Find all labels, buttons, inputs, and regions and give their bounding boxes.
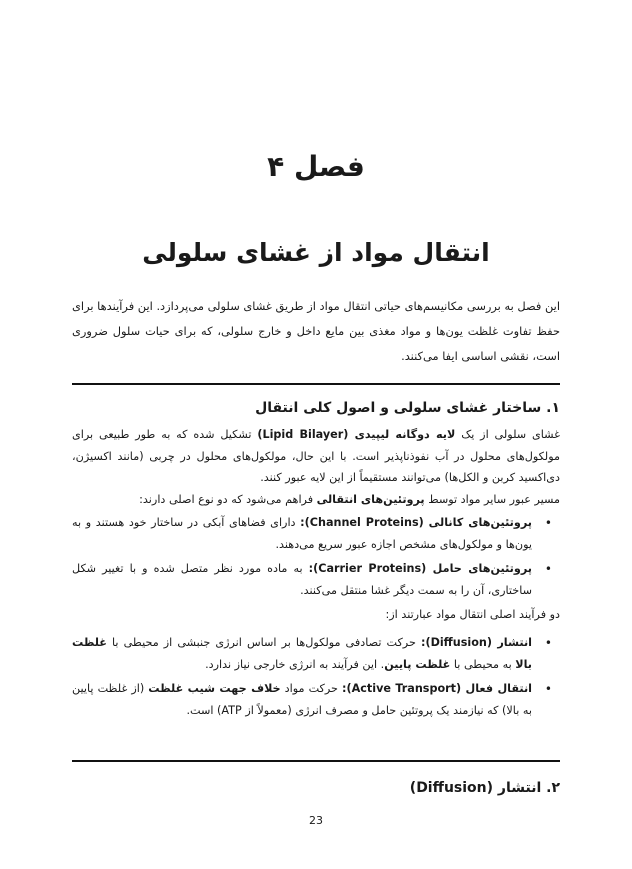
bold-term: پروتئین‌های انتقالی [316,492,425,506]
transport-types-list [72,632,560,722]
bold-term: غلظت بالا [72,635,532,671]
bullet-icon: • [544,681,552,696]
protein-types-list [72,512,560,602]
text-run: مسیر عبور سایر مواد توسط [424,492,560,506]
bullet-icon: • [544,562,552,576]
bold-term: لایه دوگانه لیپیدی (Lipid Bilayer) [257,428,456,441]
text-run: به ماده مورد نظر متصل شده و با تغییر شکل ساختاری، آن را به سمت دیگر غشا منتقل می‌کنند. [72,562,532,597]
text-run: حرکت مواد [280,681,343,695]
bullet-icon: • [544,516,552,530]
bold-term: انتقال فعال (Active Transport): [342,681,533,695]
section-1-paragraph-3: دو فرآیند اصلی انتقال مواد عبارتند از: [385,608,560,621]
section-1 [72,396,560,724]
bold-term: انتشار (Diffusion): [420,635,532,649]
list-item [72,678,552,722]
text-run: تشکیل شده که به طور طبیعی برای مولکول‌های محلول در آب نفوذناپذیر است. با این حال، مولکول‌های محلول در چربی (مانند اکسیژن، دی‌اکسید کربن و الکل‌ها) می‌توانند مستقیماً از این لایه عبور کنند. [72,428,560,484]
section-1-paragraph-2 [72,489,560,511]
section-divider [72,383,560,385]
bold-term: پروتئین‌های کانالی (Channel Proteins): [300,516,532,529]
section-2-heading: ۲. انتشار (Diffusion) [409,780,560,796]
text-run: به محیطی با [450,657,516,671]
chapter-title: انتقال مواد از غشای سلولی [142,238,490,267]
list-item [72,558,552,602]
list-item [72,512,552,556]
section-1-paragraph-1 [72,424,560,489]
bullet-icon: • [544,635,552,650]
bold-term: غلظت پایین [384,657,451,671]
bold-term: خلاف جهت شیب غلظت [148,681,281,695]
chapter-label: فصل ۴ [267,150,365,183]
bold-term: پروتئین‌های حامل (Carrier Proteins): [308,562,532,575]
page-number: 23 [309,814,323,827]
chapter-intro: این فصل به بررسی مکانیسم‌های حیاتی انتقال مواد از طریق غشای سلولی می‌پردازد. این فرآیندها برای حفظ تفاوت غلظت یون‌ها و مواد مغذی بین مایع داخل و خارج سلولی، که برای حیات سلول ضروری است، نقشی اساسی ایفا می‌کنند. [72,299,560,364]
text-run: دارای فضاهای آبکی در ساختار خود هستند و به یون‌ها و مولکول‌های مشخص اجازه عبور سریع می‌دهند. [72,516,532,551]
list-item [72,632,552,676]
text-run: فراهم می‌شود که دو نوع اصلی دارند: [139,492,317,506]
section-divider [72,760,560,762]
text-run: . این فرآیند به انرژی خارجی نیاز ندارد. [205,657,385,671]
text-run: حرکت تصادفی مولکول‌ها بر اساس انرژی جنبشی از محیطی با [106,635,421,649]
text-run: (از غلظت پایین به بالا) که نیازمند یک پروتئین حامل و مصرف انرژی (معمولاً از ATP) است. [72,681,532,717]
text-run: غشای سلولی از یک [455,428,561,441]
section-1-heading: ۱. ساختار غشای سلولی و اصول کلی انتقال [255,400,560,416]
